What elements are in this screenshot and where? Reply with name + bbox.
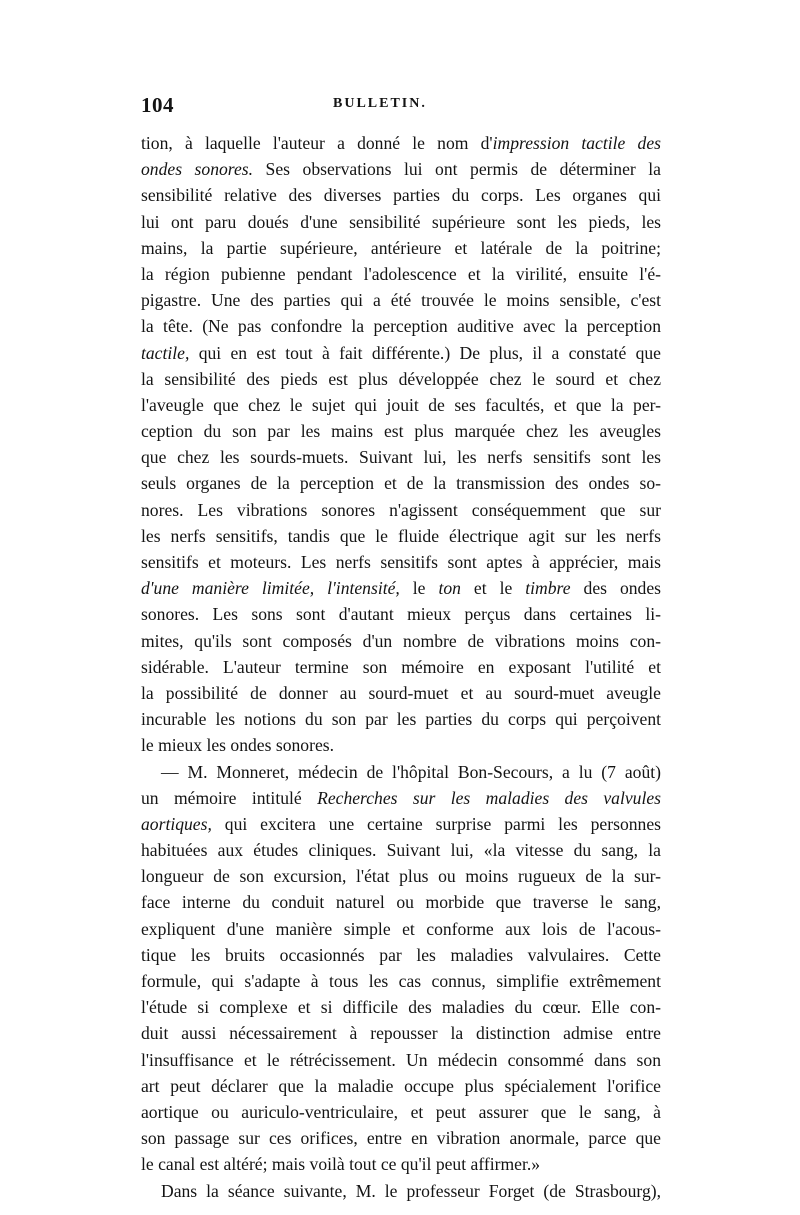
text-line: [141, 182, 661, 208]
text-line: [141, 942, 661, 968]
text-line: [141, 601, 661, 627]
text-line: [141, 706, 661, 732]
text-segment: duit aussi nécessairement à repousser la distinction admise entre: [141, 1023, 661, 1044]
text-segment: Dans la séance suivante, M. le professeur Forget (de Strasbourg),: [161, 1180, 661, 1201]
text-line: [141, 1073, 661, 1099]
italic-text: tactile,: [141, 342, 190, 363]
text-line: [141, 1047, 661, 1073]
text-line: [141, 837, 661, 863]
text-line: [141, 1178, 661, 1204]
text-segment: sensibilité relative des diverses parties du corps. Les organes qui: [141, 185, 661, 206]
text-segment: qui en est tout à fait différente.) De plus, il a constaté que: [189, 342, 661, 363]
text-line: [141, 156, 661, 182]
text-line: [141, 340, 661, 366]
text-segment: — M. Monneret, médecin de l'hôpital Bon-Secours, a lu (7 août): [161, 761, 661, 782]
text-line: [141, 418, 661, 444]
text-segment: l'insuffisance et le rétrécissement. Un médecin consommé dans son: [141, 1049, 661, 1070]
text-segment: le mieux les ondes sonores.: [141, 735, 335, 756]
italic-text: timbre: [525, 578, 571, 599]
text-line: [141, 732, 661, 758]
text-segment: ception du son par les mains est plus marquée chez les aveugles: [141, 421, 661, 442]
text-segment: mites, qu'ils sont composés d'un nombre de vibrations moins con-: [141, 630, 661, 651]
text-line: [141, 209, 661, 235]
text-line: [141, 313, 661, 339]
text-segment: Ses observations lui ont permis de déterminer la: [253, 159, 661, 180]
running-title: BULLETIN.: [333, 96, 427, 111]
text-line: [141, 392, 661, 418]
text-line: [141, 654, 661, 680]
text-segment: la possibilité de donner au sourd-muet et au sourd-muet aveugle: [141, 682, 661, 703]
text-line: [141, 1020, 661, 1046]
text-line: [141, 680, 661, 706]
text-segment: qui excitera une certaine surprise parmi les personnes: [211, 813, 661, 834]
text-line: [141, 261, 661, 287]
text-segment: la sensibilité des pieds est plus développée chez le sourd et chez: [141, 368, 661, 389]
text-line: [141, 287, 661, 313]
text-line: [141, 497, 661, 523]
text-line: [141, 470, 661, 496]
text-segment: la région pubienne pendant l'adolescence et la virilité, ensuite l'é-: [141, 263, 661, 284]
italic-text: aortiques,: [141, 813, 212, 834]
text-segment: les nerfs sensitifs, tandis que le fluide électrique agit sur les nerfs: [141, 525, 661, 546]
text-line: [141, 575, 661, 601]
italic-text: Recherches sur les maladies des valvules: [317, 787, 661, 808]
text-segment: seuls organes de la perception et de la transmission des ondes so-: [141, 473, 661, 494]
text-line: [141, 366, 661, 392]
body-text: [141, 130, 661, 1204]
text-line: [141, 759, 661, 785]
text-segment: lui ont paru doués d'une sensibilité supérieure sont les pieds, les: [141, 211, 661, 232]
italic-text: impression tactile des: [492, 133, 661, 153]
italic-text: ondes sonores.: [141, 159, 254, 180]
text-segment: mains, la partie supérieure, antérieure et latérale de la poitrine;: [141, 237, 661, 258]
text-segment: pigastre. Une des parties qui a été trouvée le moins sensible, c'est: [141, 290, 661, 311]
text-line: [141, 994, 661, 1020]
italic-text: ton: [438, 578, 461, 599]
text-line: [141, 549, 661, 575]
text-line: [141, 889, 661, 915]
page-number: 104: [141, 93, 174, 117]
text-line: [141, 1125, 661, 1151]
text-segment: habituées aux études cliniques. Suivant lui, «la vitesse du sang, la: [141, 840, 661, 861]
text-line: [141, 235, 661, 261]
text-line: [141, 863, 661, 889]
text-segment: sensitifs et moteurs. Les nerfs sensitifs sont aptes à apprécier, mais: [141, 552, 661, 572]
text-line: [141, 785, 661, 811]
text-line: [141, 811, 661, 837]
text-line: [141, 130, 661, 156]
text-segment: la tête. (Ne pas confondre la perception auditive avec la perception: [141, 316, 661, 337]
text-segment: longueur de son excursion, l'état plus ou moins rugueux de la sur-: [141, 866, 661, 887]
text-segment: sidérable. L'auteur termine son mémoire en exposant l'utilité et: [141, 656, 661, 677]
text-segment: sonores. Les sons sont d'autant mieux perçus dans certaines li-: [141, 604, 661, 625]
text-segment: son passage sur ces orifices, entre en vibration anormale, parce que: [141, 1128, 661, 1149]
text-segment: art peut déclarer que la maladie occupe plus spécialement l'orifice: [141, 1075, 661, 1096]
text-segment: aortique ou auriculo-ventriculaire, et peut assurer que le sang, à: [141, 1101, 661, 1122]
text-segment: le canal est altéré; mais voilà tout ce qu'il peut affirmer.»: [141, 1154, 541, 1175]
text-segment: tique les bruits occasionnés par les maladies valvulaires. Cette: [141, 944, 661, 965]
text-line: [141, 916, 661, 942]
text-segment: nores. Les vibrations sonores n'agissent conséquemment que sur: [141, 499, 661, 520]
text-line: [141, 444, 661, 470]
text-segment: le: [399, 578, 439, 599]
text-line: [141, 968, 661, 994]
text-segment: un mémoire intitulé: [141, 787, 318, 808]
text-line: [141, 628, 661, 654]
text-line: [141, 523, 661, 549]
text-segment: l'aveugle que chez le sujet qui jouit de ses facultés, et que la per-: [141, 394, 661, 415]
text-segment: des ondes: [570, 578, 662, 599]
text-segment: que chez les sourds-muets. Suivant lui, les nerfs sensitifs sont les: [141, 447, 661, 468]
italic-text: d'une manière limitée, l'intensité,: [141, 578, 400, 599]
page-header: [141, 93, 661, 123]
text-segment: l'étude si complexe et si difficile des maladies du cœur. Elle con-: [141, 997, 661, 1018]
text-segment: tion, à laquelle l'auteur a donné le nom d': [141, 133, 493, 153]
text-line: [141, 1151, 661, 1177]
text-segment: incurable les notions du son par les parties du corps qui perçoivent: [141, 709, 661, 730]
text-line: [141, 1099, 661, 1125]
text-segment: formule, qui s'adapte à tous les cas connus, simplifie extrêmement: [141, 971, 661, 991]
text-segment: et le: [460, 578, 526, 599]
text-segment: face interne du conduit naturel ou morbide que traverse le sang,: [141, 892, 661, 913]
text-segment: expliquent d'une manière simple et conforme aux lois de l'acous-: [141, 918, 661, 939]
